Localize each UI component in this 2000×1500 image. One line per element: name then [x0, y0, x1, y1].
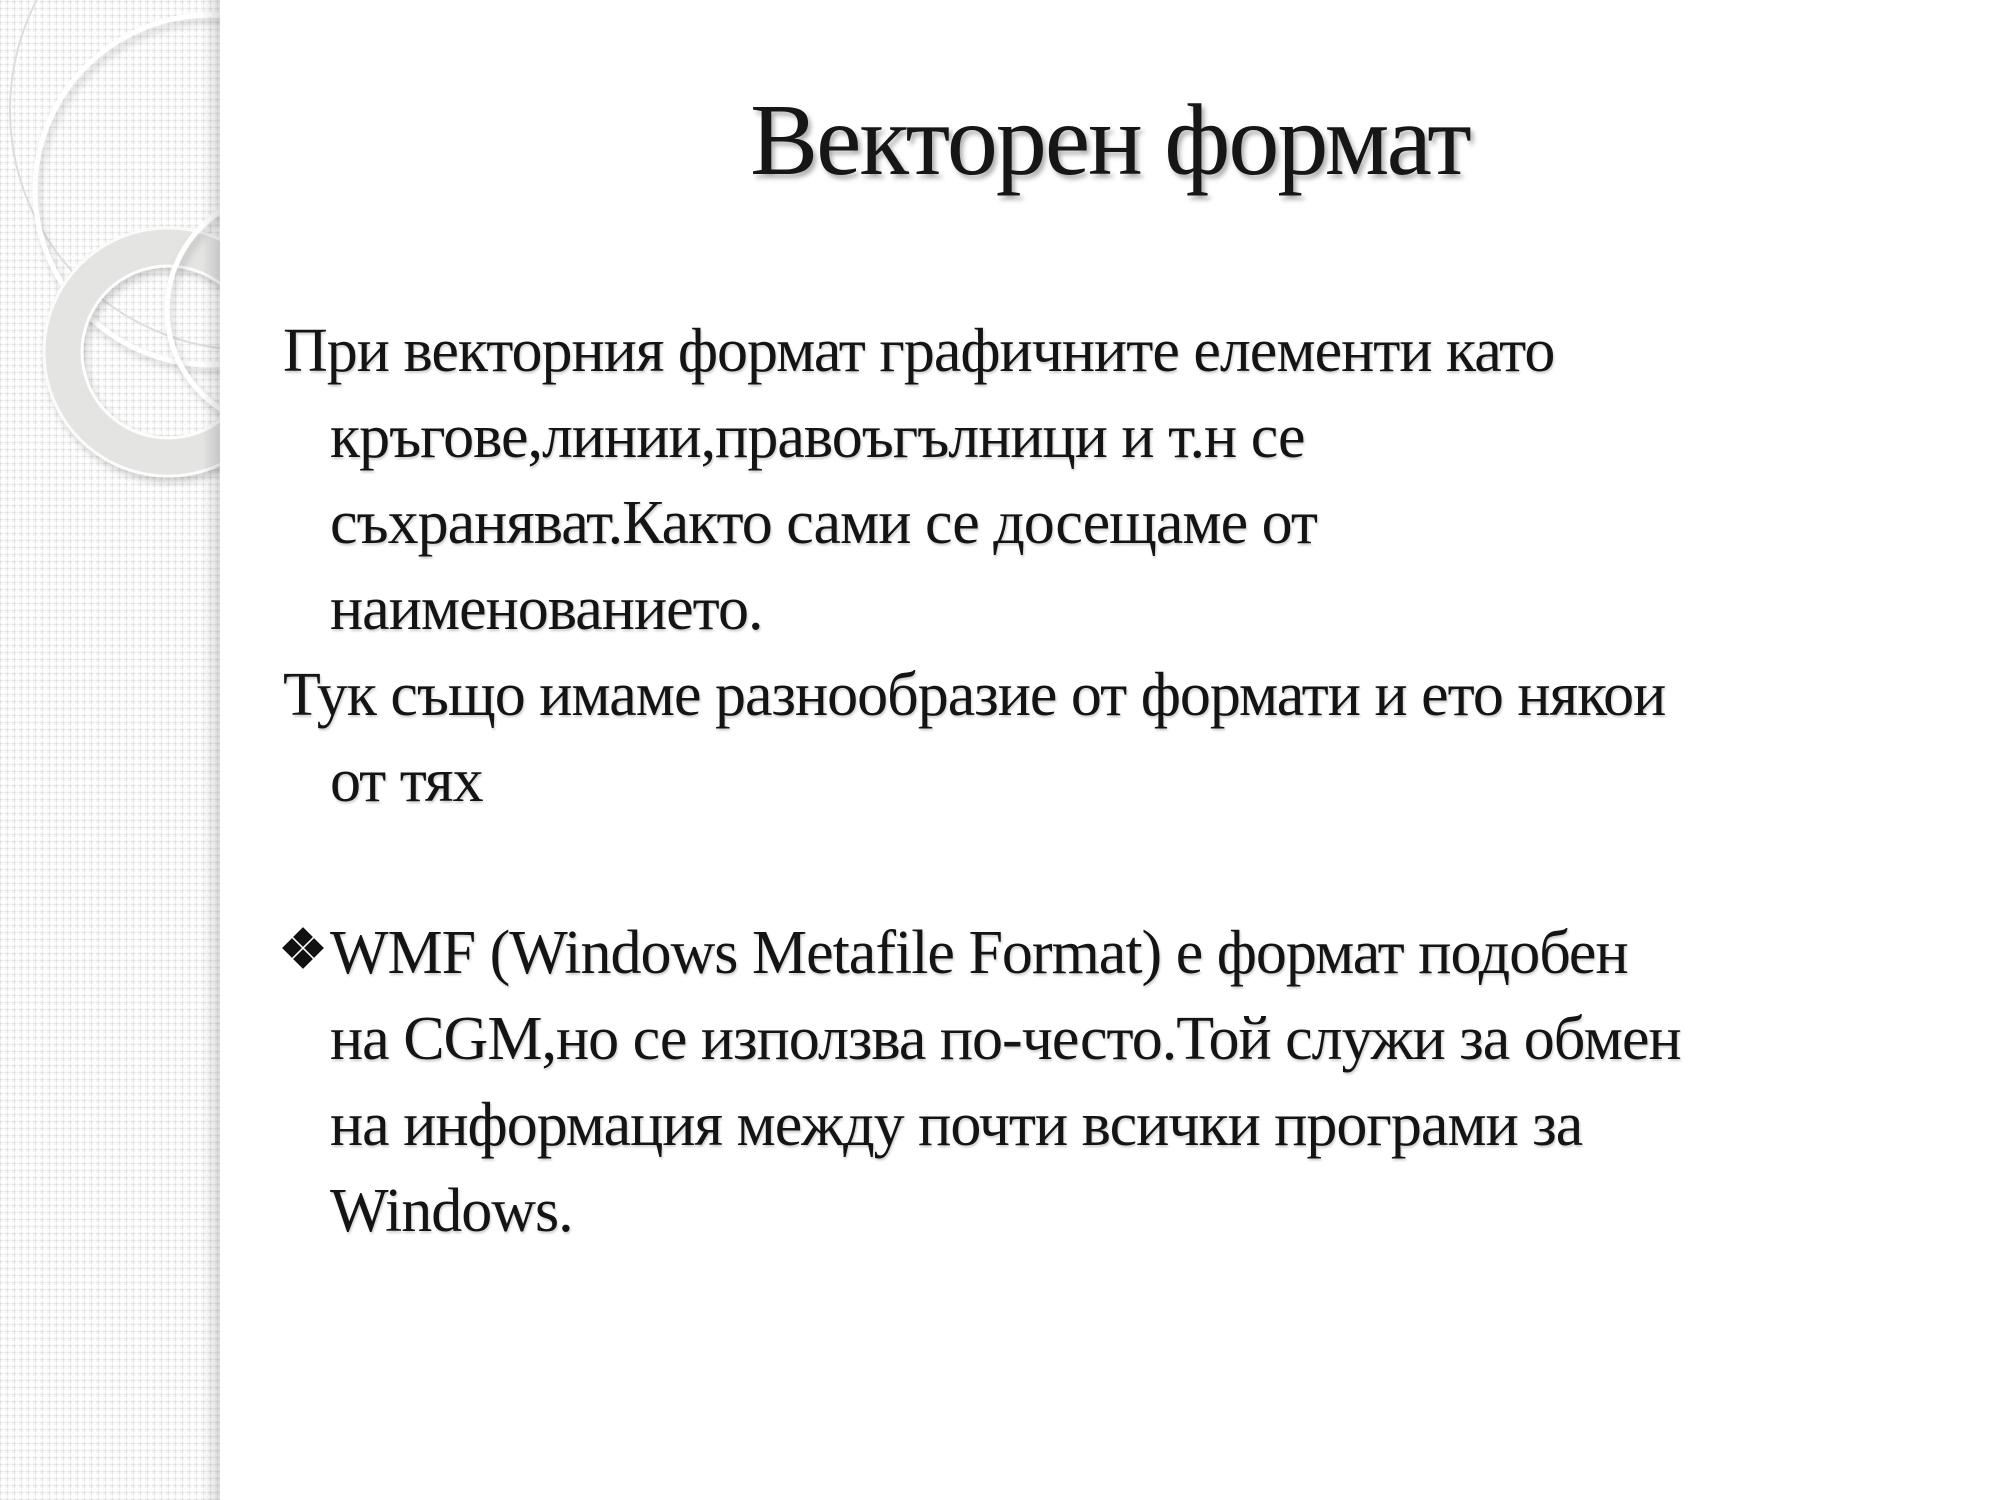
text-line: наименованието.: [330, 575, 763, 643]
paragraph: [283, 308, 1983, 652]
blank-line: [283, 824, 1983, 910]
text-line: от тях: [330, 747, 483, 815]
text-line: на CGM,но се използва по-често.Той служи за обмен: [330, 1005, 1681, 1073]
paragraph: [283, 652, 1983, 824]
text-line: WMF (Windows Metafile Format) е формат подобен: [330, 919, 1628, 987]
bullet-first-line: [283, 910, 1983, 996]
page-title: Векторен формат: [750, 84, 1470, 197]
sidebar-edge-shadow: [202, 0, 220, 1500]
text-line: При векторния формат графичните елементи като: [283, 317, 1555, 385]
text-line: Тук също имаме разнообразие от формати и ето някои: [283, 661, 1666, 729]
text-line: съхраняват.Както сами се досещаме от: [330, 489, 1317, 557]
slide-body-text: [283, 308, 1983, 1254]
bullet-item: [283, 910, 1983, 1254]
four-diamonds-bullet: [283, 910, 330, 996]
sidebar-decoration: [0, 0, 220, 1500]
circles-decoration-icon: [0, 0, 220, 1500]
text-line: Windows.: [330, 1177, 573, 1245]
text-line: кръгове,линии,правоъгълници и т.н се: [330, 403, 1305, 471]
text-line: на информация между почти всички програми за: [330, 1091, 1583, 1159]
